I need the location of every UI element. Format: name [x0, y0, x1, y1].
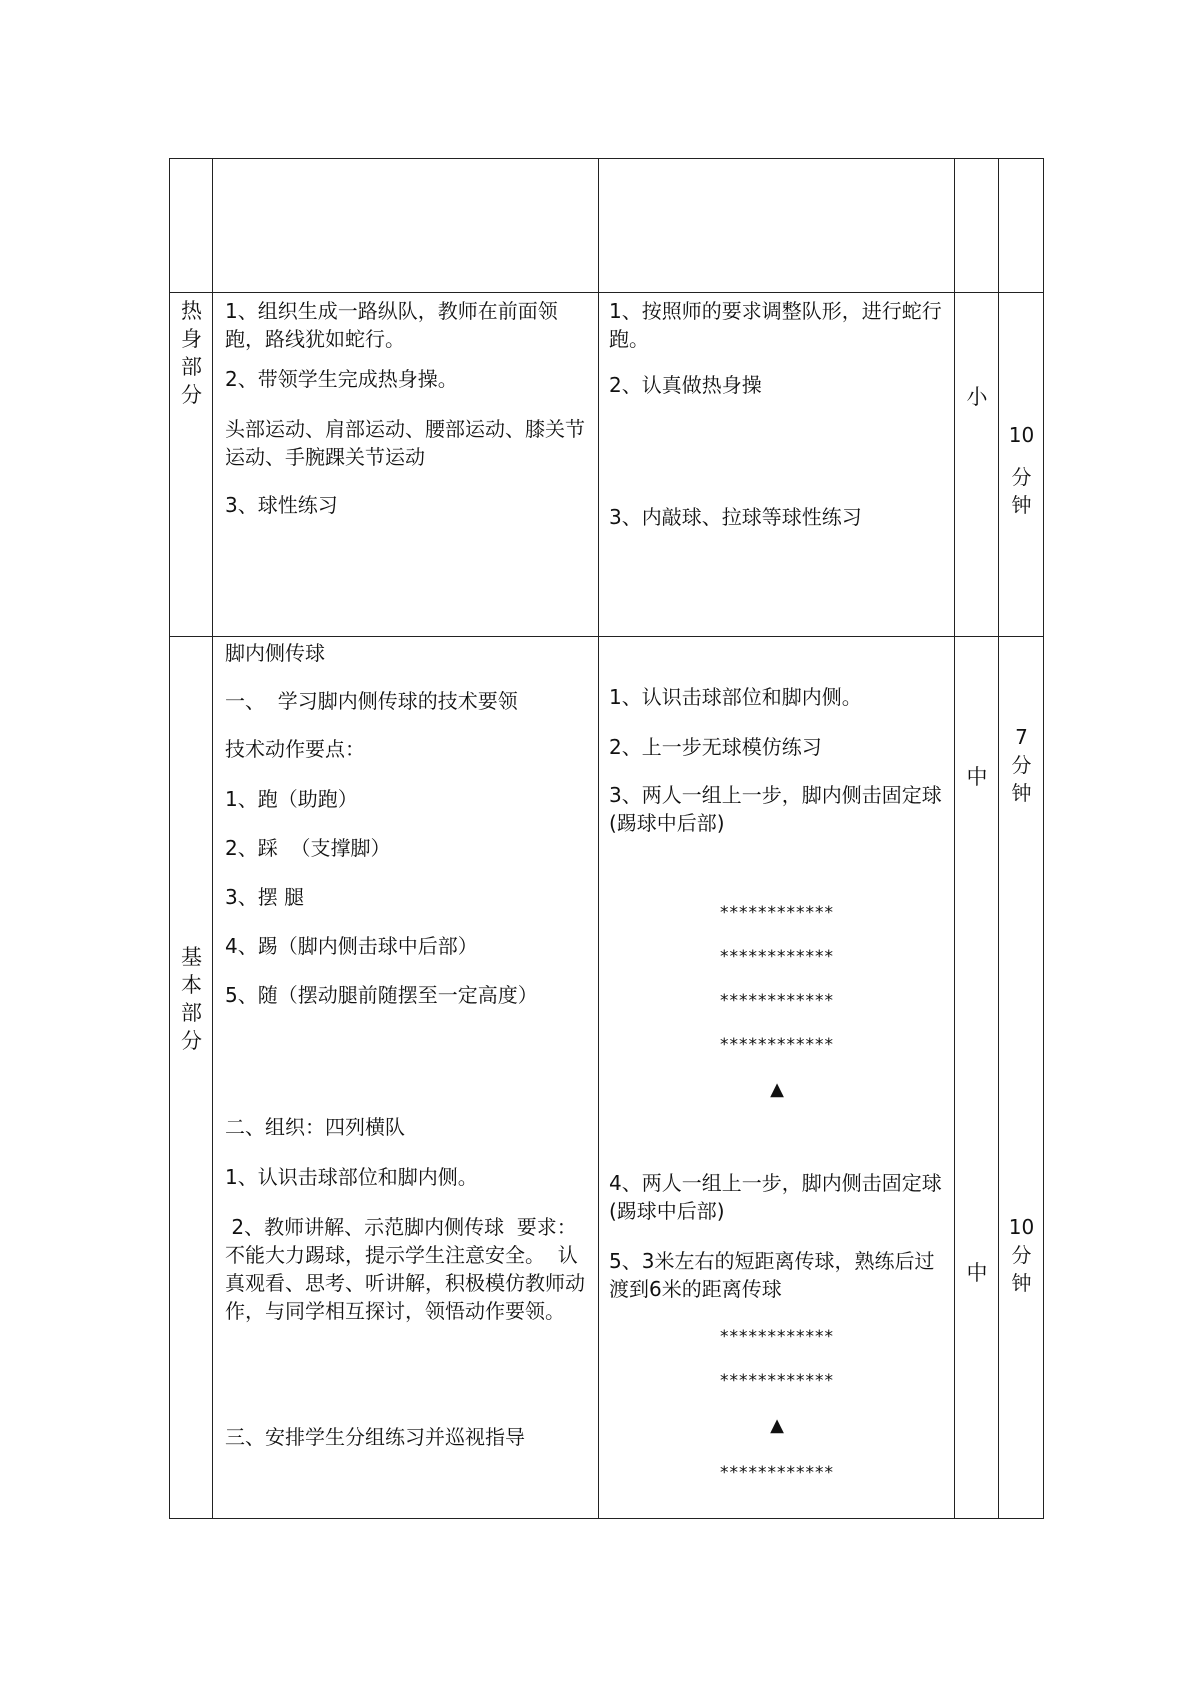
warmup-intensity-cell	[955, 293, 999, 637]
teacher-position-marker: ▲	[770, 1079, 784, 1100]
table-row-empty	[170, 159, 1044, 293]
basic-student-item-2: 2、上一步无球模仿练习	[609, 735, 822, 759]
warmup-intensity: 小	[966, 385, 988, 409]
warmup-time: 10 分 钟	[1008, 423, 1035, 517]
basic-teacher-h3: 三、安排学生分组练习并巡视指导	[225, 1425, 525, 1449]
basic-student-item-3: 3、两人一组上一步，脚内侧击固定球(踢球中后部)	[609, 783, 942, 835]
warmup-student-item-2: 2、认真做热身操	[609, 373, 762, 397]
basic-teacher-step-4: 4、踢（脚内侧击球中后部）	[225, 934, 478, 958]
basic-student-item-1: 1、认识击球部位和脚内侧。	[609, 685, 862, 709]
formation-row: ************	[720, 1035, 834, 1055]
formation-row: ************	[720, 1463, 834, 1483]
cell-empty-1	[170, 159, 213, 293]
formation-row: ************	[720, 903, 834, 923]
basic-section-label: 基 本 部 分	[181, 945, 202, 1053]
warmup-student-item-1: 1、按照师的要求调整队形，进行蛇行跑。	[609, 299, 942, 351]
basic-teacher-step-3: 3、摆 腿	[225, 885, 305, 909]
basic-intensity-cell	[955, 637, 999, 1519]
warmup-teacher-item-4: 3、球性练习	[225, 493, 338, 517]
basic-teacher-step-5: 5、随（摆动腿前随摆至一定高度）	[225, 983, 538, 1007]
formation-row: ************	[720, 1327, 834, 1347]
basic-time-2: 10 分 钟	[1008, 1215, 1035, 1295]
teacher-position-marker: ▲	[770, 1415, 784, 1436]
basic-teacher-step-2: 2、踩 （支撑脚）	[225, 836, 391, 860]
basic-intensity-1: 中	[966, 765, 988, 789]
table-row-warmup	[170, 293, 1044, 637]
cell-empty-2	[213, 159, 599, 293]
warmup-teacher-cell	[213, 293, 599, 637]
basic-student-item-4: 4、两人一组上一步，脚内侧击固定球(踢球中后部)	[609, 1171, 942, 1223]
warmup-student-item-3: 3、内敲球、拉球等球性练习	[609, 505, 862, 529]
warmup-teacher-item-3: 头部运动、肩部运动、腰部运动、膝关节运动、手腕踝关节运动	[225, 417, 585, 469]
basic-teacher-org-1: 1、认识击球部位和脚内侧。	[225, 1165, 478, 1189]
cell-empty-3	[599, 159, 955, 293]
basic-student-item-5: 5、3米左右的短距离传球，熟练后过渡到6米的距离传球	[609, 1249, 935, 1301]
formation-row: ************	[720, 947, 834, 967]
basic-teacher-h2: 二、组织：四列横队	[225, 1115, 405, 1139]
basic-intensity-2: 中	[966, 1261, 988, 1285]
basic-teacher-key-label: 技术动作要点：	[225, 737, 365, 761]
basic-teacher-title: 脚内侧传球	[225, 641, 325, 665]
basic-teacher-h1: 一、 学习脚内侧传球的技术要领	[225, 689, 518, 713]
basic-teacher-org-2: 2、教师讲解、示范脚内侧传球 要求：不能大力踢球，提示学生注意安全。 认真观看、思考、听讲解，积极模仿教师动作，与同学相互探讨，领悟动作要领。	[225, 1215, 585, 1323]
formation-row: ************	[720, 991, 834, 1011]
warmup-student-cell	[599, 293, 955, 637]
basic-teacher-cell	[213, 637, 599, 1519]
basic-teacher-step-1: 1、跑（助跑）	[225, 787, 358, 811]
formation-row: ************	[720, 1371, 834, 1391]
basic-section-cell	[170, 637, 213, 1519]
cell-empty-5	[999, 159, 1044, 293]
warmup-teacher-item-1: 1、组织生成一路纵队，教师在前面领跑，路线犹如蛇行。	[225, 299, 558, 351]
basic-time-1: 7 分 钟	[1011, 725, 1032, 805]
warmup-section-cell	[170, 293, 213, 637]
cell-empty-4	[955, 159, 999, 293]
lesson-plan-table	[169, 158, 1044, 1519]
warmup-section-label: 热 身 部 分	[181, 299, 202, 407]
warmup-time-cell	[999, 293, 1044, 637]
table-row-basic	[170, 637, 1044, 1519]
warmup-teacher-item-2: 2、带领学生完成热身操。	[225, 367, 458, 391]
basic-time-cell	[999, 637, 1044, 1519]
basic-student-cell	[599, 637, 955, 1519]
